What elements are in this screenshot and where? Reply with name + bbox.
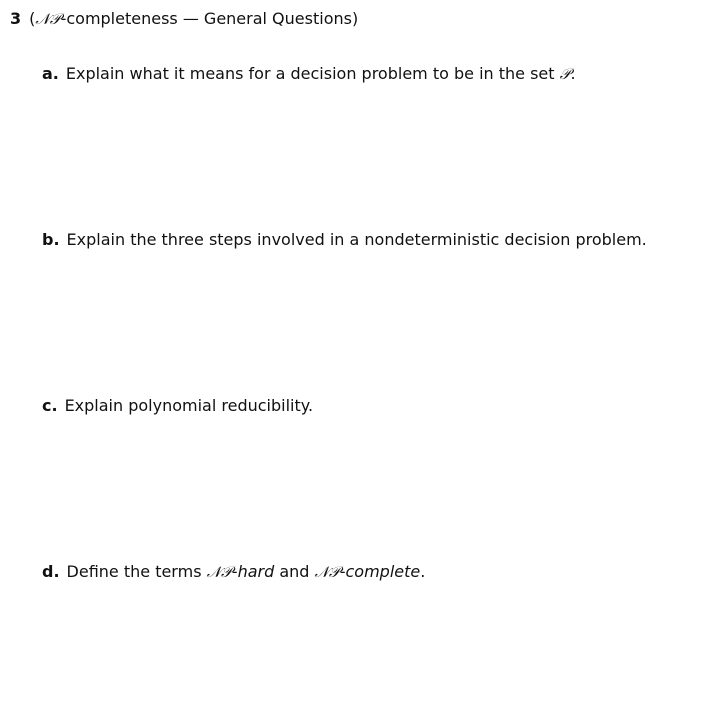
title-open-paren: (	[29, 9, 36, 28]
np-symbol: 𝒩𝒫	[206, 563, 232, 581]
question-title: -completeness — General Questions)	[60, 9, 359, 28]
term-np-complete: -complete	[339, 562, 421, 581]
part-a	[42, 63, 576, 85]
part-d-label: d.	[42, 562, 60, 581]
question-heading	[10, 8, 358, 30]
np-symbol: 𝒩𝒫	[35, 10, 61, 28]
part-d-connector: and	[274, 562, 315, 581]
part-c-text: Explain polynomial reducibility.	[64, 396, 314, 415]
part-a-end: .	[570, 64, 576, 83]
part-a-text: Explain what it means for a decision problem to be in the set	[65, 64, 560, 83]
part-a-label: a.	[42, 64, 59, 83]
part-d	[42, 561, 425, 583]
np-symbol: 𝒩𝒫	[314, 563, 340, 581]
part-c	[42, 395, 313, 417]
part-b	[42, 229, 647, 251]
question-number: 3	[10, 9, 22, 28]
term-np-hard: -hard	[231, 562, 275, 581]
part-b-text: Explain the three steps involved in a nondeterministic decision problem.	[66, 230, 647, 249]
part-c-label: c.	[42, 396, 58, 415]
part-b-label: b.	[42, 230, 60, 249]
part-d-end: .	[420, 562, 426, 581]
part-d-text: Define the terms	[66, 562, 207, 581]
p-symbol: 𝒫	[559, 65, 571, 83]
